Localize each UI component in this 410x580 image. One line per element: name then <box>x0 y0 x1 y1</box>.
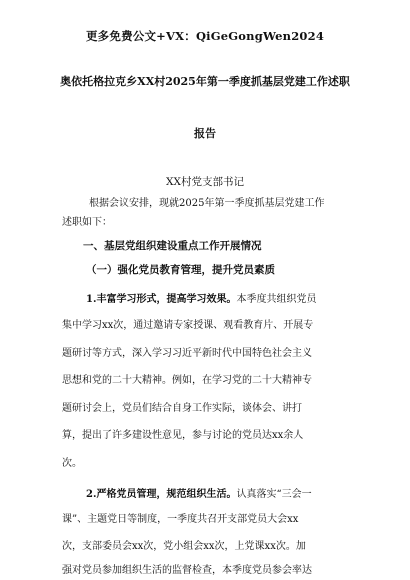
document-title-continuation: 报告 <box>194 127 216 140</box>
section-heading: 一、基层党组织建设重点工作开展情况 <box>83 240 262 252</box>
document-author: XX村党支部书记 <box>166 176 244 188</box>
paragraph-line <box>86 293 316 307</box>
subsection-heading: （一）强化党员教育管理，提升党员素质 <box>86 264 275 276</box>
paragraph-line: 强对党员参加组织生活的监督检查，本季度党员参会率达 <box>62 565 312 576</box>
promo-banner: 更多免费公文+VX：QiGeGongWen2024 <box>85 29 325 43</box>
document-title: 奥依托格拉克乡XX村2025年第一季度抓基层党建工作述职 <box>60 75 350 88</box>
paragraph-line: 算，提出了许多建设性意见，参与讨论的党员达xx余人 <box>62 430 304 441</box>
paragraph-line: 题研讨会上，党员们结合自身工作实际，谈体会、讲打 <box>62 403 302 414</box>
paragraph-line: 次。 <box>62 458 82 469</box>
item-text: 认真落实“三会一 <box>236 489 312 500</box>
item-text: 本季度共组织党员 <box>236 294 317 305</box>
paragraph-line <box>86 488 312 502</box>
paragraph-line: 思想和党的二十大精神。例如，在学习党的二十大精神专 <box>62 375 312 386</box>
paragraph-line: 集中学习xx次，通过邀请专家授课、观看教育片、开展专 <box>62 320 314 331</box>
item-label: 2.严格党员管理，规范组织生活。 <box>86 489 237 500</box>
item-label: 1.丰富学习形式，提高学习效果。 <box>86 294 237 305</box>
paragraph-line: 课”、主题党日等制度，一季度共召开支部党员大会xx <box>62 514 299 525</box>
paragraph-line: 题研讨等方式，深入学习习近平新时代中国特色社会主义 <box>62 348 312 359</box>
paragraph-line: 次，支部委员会xx次，党小组会xx次，上党课xx次。加 <box>62 541 306 552</box>
intro-paragraph-line: 根据会议安排，现就2025年第一季度抓基层党建工作 <box>89 198 325 209</box>
intro-paragraph-line: 述职如下： <box>62 217 112 228</box>
